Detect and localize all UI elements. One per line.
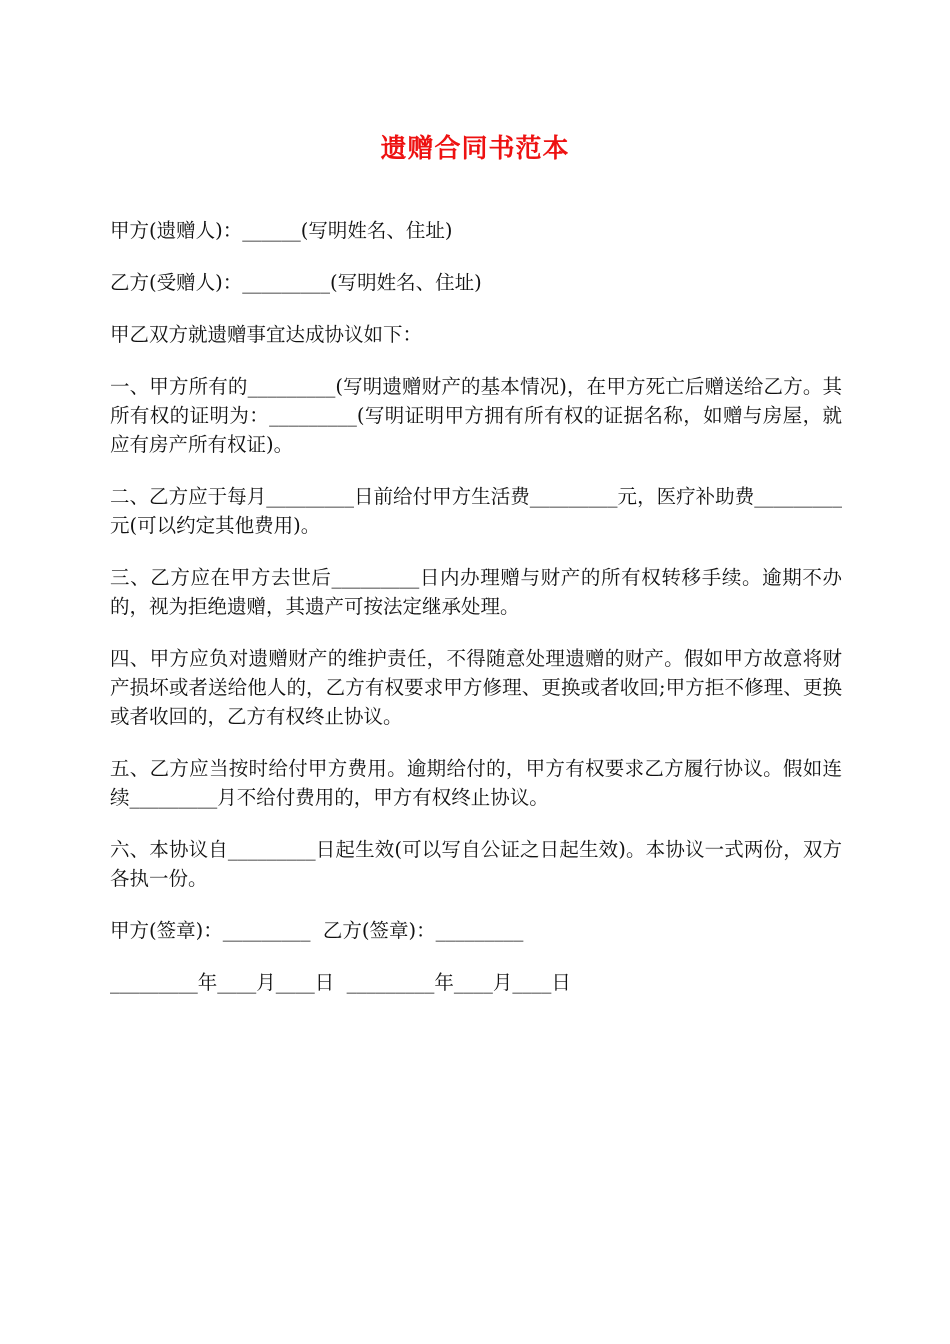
signature-line: 甲方(签章)：_________ 乙方(签章)：_________ — [110, 919, 524, 942]
clause-2: 二、乙方应于每月_________日前给付甲方生活费_________元，医疗补助费_________元(可以约定其他费用)。 — [110, 485, 842, 537]
party-b-line: 乙方(受赠人)：_________(写明姓名、住址) — [110, 271, 482, 294]
clause-6: 六、本协议自_________日起生效(可以写自公证之日起生效)。本协议一式两份，双方各执一份。 — [110, 838, 842, 890]
clause-3: 三、乙方应在甲方去世后_________日内办理赠与财产的所有权转移手续。逾期不办的，视为拒绝遗赠，其遗产可按法定继承处理。 — [110, 566, 842, 618]
clause-4: 四、甲方应负对遗赠财产的维护责任，不得随意处理遗赠的财产。假如甲方故意将财产损坏或者送给他人的，乙方有权要求甲方修理、更换或者收回;甲方拒不修理、更换或者收回的，乙方有权终止协议。 — [110, 647, 842, 728]
date-line: _________年____月____日 _________年____月____日 — [110, 971, 571, 994]
document-body — [110, 216, 842, 1020]
document-title: 遗赠合同书范本 — [380, 134, 570, 164]
clause-1: 一、甲方所有的_________(写明遗赠财产的基本情况)，在甲方死亡后赠送给乙方。其所有权的证明为：_________(写明证明甲方拥有所有权的证据名称，如赠与房屋，就应有房产所有权证)。 — [110, 375, 842, 456]
party-a-line: 甲方(遗赠人)：______(写明姓名、住址) — [110, 219, 453, 242]
clause-5: 五、乙方应当按时给付甲方费用。逾期给付的，甲方有权要求乙方履行协议。假如连续_________月不给付费用的，甲方有权终止协议。 — [110, 757, 842, 809]
agreement-intro: 甲乙双方就遗赠事宜达成协议如下： — [110, 323, 423, 346]
